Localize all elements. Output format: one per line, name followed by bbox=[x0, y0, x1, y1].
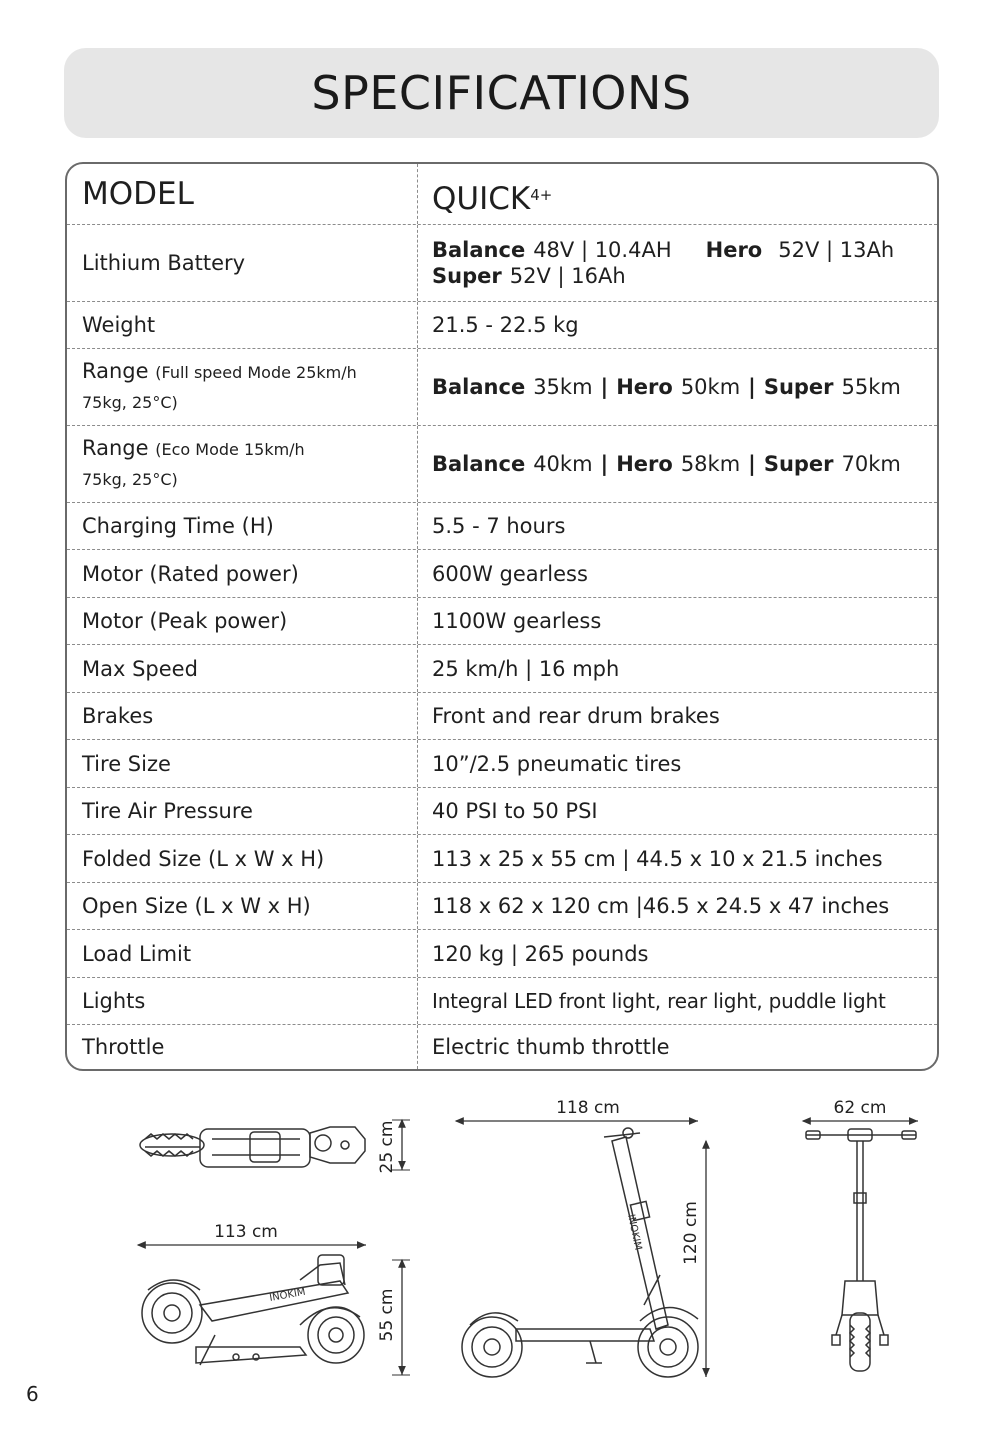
open-length-dimension bbox=[456, 1098, 698, 1121]
folded-brand-label: INOKIM bbox=[268, 1286, 307, 1304]
range-eco-title: Range bbox=[82, 436, 149, 460]
spec-label: Tire Size bbox=[67, 740, 418, 787]
spec-label: Charging Time (H) bbox=[67, 503, 418, 549]
battery-super-name: Super bbox=[432, 264, 502, 288]
battery-super-value: 52V | 16Ah bbox=[509, 264, 626, 288]
page-number: 6 bbox=[26, 1382, 39, 1406]
range-full-label bbox=[67, 349, 418, 425]
range-eco-value bbox=[418, 426, 937, 502]
range-eco-note-1: (Eco Mode 15km/h bbox=[155, 440, 305, 459]
spec-label: Lights bbox=[67, 978, 418, 1024]
spec-label: Motor (Peak power) bbox=[67, 598, 418, 644]
range-full-sep-1: | bbox=[600, 375, 609, 399]
folded-top-view-illustration bbox=[140, 1127, 365, 1167]
battery-row bbox=[67, 225, 937, 302]
range-full-hero-name: Hero bbox=[616, 375, 673, 399]
spec-value: 40 PSI to 50 PSI bbox=[432, 799, 598, 823]
open-length-label: 118 cm bbox=[556, 1098, 620, 1118]
folded-length-label: 113 cm bbox=[214, 1222, 278, 1242]
range-eco-balance-name: Balance bbox=[432, 452, 526, 476]
range-eco-row bbox=[67, 426, 937, 503]
range-eco-hero-value: 58km bbox=[680, 452, 741, 476]
battery-label: Lithium Battery bbox=[67, 225, 418, 301]
range-eco-hero-name: Hero bbox=[616, 452, 673, 476]
open-width-label: 62 cm bbox=[833, 1098, 887, 1118]
range-full-hero-value: 50km bbox=[680, 375, 741, 399]
weight-label: Weight bbox=[67, 302, 418, 348]
spec-value: Front and rear drum brakes bbox=[432, 704, 720, 728]
spec-row-motor-rated bbox=[67, 550, 937, 598]
range-eco-label bbox=[67, 426, 418, 502]
spec-row-brakes bbox=[67, 693, 937, 740]
folded-length-dimension bbox=[138, 1222, 366, 1245]
range-full-balance-name: Balance bbox=[432, 375, 526, 399]
range-full-balance-value: 35km bbox=[533, 375, 593, 399]
spec-row-tire-size bbox=[67, 740, 937, 788]
open-brand-label: INOKIM bbox=[625, 1213, 644, 1252]
weight-value: 21.5 - 22.5 kg bbox=[432, 313, 579, 337]
range-full-super-value: 55km bbox=[841, 375, 901, 399]
spec-value: 600W gearless bbox=[432, 561, 588, 586]
folded-side-view-illustration bbox=[142, 1255, 364, 1365]
range-full-title: Range bbox=[82, 359, 149, 383]
range-eco-super-name: Super bbox=[763, 452, 834, 476]
model-name: QUICK bbox=[432, 181, 531, 217]
spec-value: 5.5 - 7 hours bbox=[432, 514, 566, 538]
folded-height-label: 55 cm bbox=[377, 1288, 397, 1342]
spec-value: 25 km/h | 16 mph bbox=[432, 656, 620, 681]
spec-label: Brakes bbox=[67, 693, 418, 739]
spec-label: Throttle bbox=[67, 1025, 418, 1069]
dimension-diagrams bbox=[0, 1085, 1000, 1425]
open-side-view-illustration bbox=[462, 1128, 698, 1377]
spec-row-max-speed bbox=[67, 645, 937, 693]
spec-label: Folded Size (L x W x H) bbox=[67, 835, 418, 882]
spec-value: 120 kg | 265 pounds bbox=[432, 941, 649, 966]
spec-row-folded-size bbox=[67, 835, 937, 883]
range-eco-balance-value: 40km bbox=[533, 452, 593, 476]
battery-hero-name: Hero bbox=[705, 238, 763, 262]
range-full-note-1: (Full speed Mode 25km/h bbox=[155, 363, 357, 382]
folded-width-label: 25 cm bbox=[377, 1120, 397, 1174]
folded-width-dimension bbox=[377, 1120, 410, 1173]
open-height-label: 120 cm bbox=[681, 1201, 701, 1265]
range-eco-note-2: 75kg, 25°C) bbox=[82, 470, 178, 489]
range-full-sep-2: | bbox=[748, 375, 756, 399]
weight-row bbox=[67, 302, 937, 349]
open-width-dimension bbox=[803, 1098, 918, 1121]
battery-value bbox=[418, 225, 937, 301]
spec-value: Electric thumb throttle bbox=[432, 1035, 670, 1059]
spec-row-lights bbox=[67, 978, 937, 1025]
spec-value: 10”/2.5 pneumatic tires bbox=[432, 751, 682, 776]
title-bar bbox=[64, 48, 939, 138]
folded-height-dimension bbox=[377, 1260, 410, 1375]
model-superscript: 4+ bbox=[530, 186, 553, 204]
range-full-row bbox=[67, 349, 937, 426]
spec-label: Open Size (L x W x H) bbox=[67, 883, 418, 929]
spec-label: Load Limit bbox=[67, 930, 418, 977]
range-eco-sep-2: | bbox=[748, 452, 756, 476]
page-title: SPECIFICATIONS bbox=[311, 66, 692, 120]
spec-row-open-size bbox=[67, 883, 937, 930]
range-full-note-2: 75kg, 25°C) bbox=[82, 393, 178, 412]
spec-row-load-limit bbox=[67, 930, 937, 978]
spec-row-tire-pressure bbox=[67, 788, 937, 835]
spec-label: Max Speed bbox=[67, 645, 418, 692]
spec-table bbox=[65, 162, 939, 1071]
spec-row-throttle bbox=[67, 1025, 937, 1069]
range-eco-sep-1: | bbox=[600, 452, 609, 476]
open-height-dimension bbox=[681, 1141, 706, 1377]
spec-label: Motor (Rated power) bbox=[67, 550, 418, 597]
spec-row-motor-peak bbox=[67, 598, 937, 645]
model-row bbox=[67, 164, 937, 225]
spec-value: 118 x 62 x 120 cm |46.5 x 24.5 x 47 inches bbox=[432, 894, 890, 918]
model-value bbox=[418, 164, 937, 224]
spec-value: 1100W gearless bbox=[432, 609, 602, 633]
spec-value: Integral LED front light, rear light, puddle light bbox=[432, 989, 886, 1013]
battery-balance-name: Balance bbox=[432, 238, 526, 262]
battery-hero-value: 52V | 13Ah bbox=[778, 238, 895, 262]
model-label: MODEL bbox=[67, 164, 418, 224]
battery-balance-value: 48V | 10.4AH bbox=[533, 238, 672, 262]
open-front-view-illustration bbox=[806, 1129, 916, 1371]
range-eco-super-value: 70km bbox=[841, 452, 901, 476]
range-full-value bbox=[418, 349, 937, 425]
range-full-super-name: Super bbox=[763, 375, 834, 399]
spec-row-charging bbox=[67, 503, 937, 550]
spec-label: Tire Air Pressure bbox=[67, 788, 418, 834]
spec-value: 113 x 25 x 55 cm | 44.5 x 10 x 21.5 inches bbox=[432, 846, 883, 871]
